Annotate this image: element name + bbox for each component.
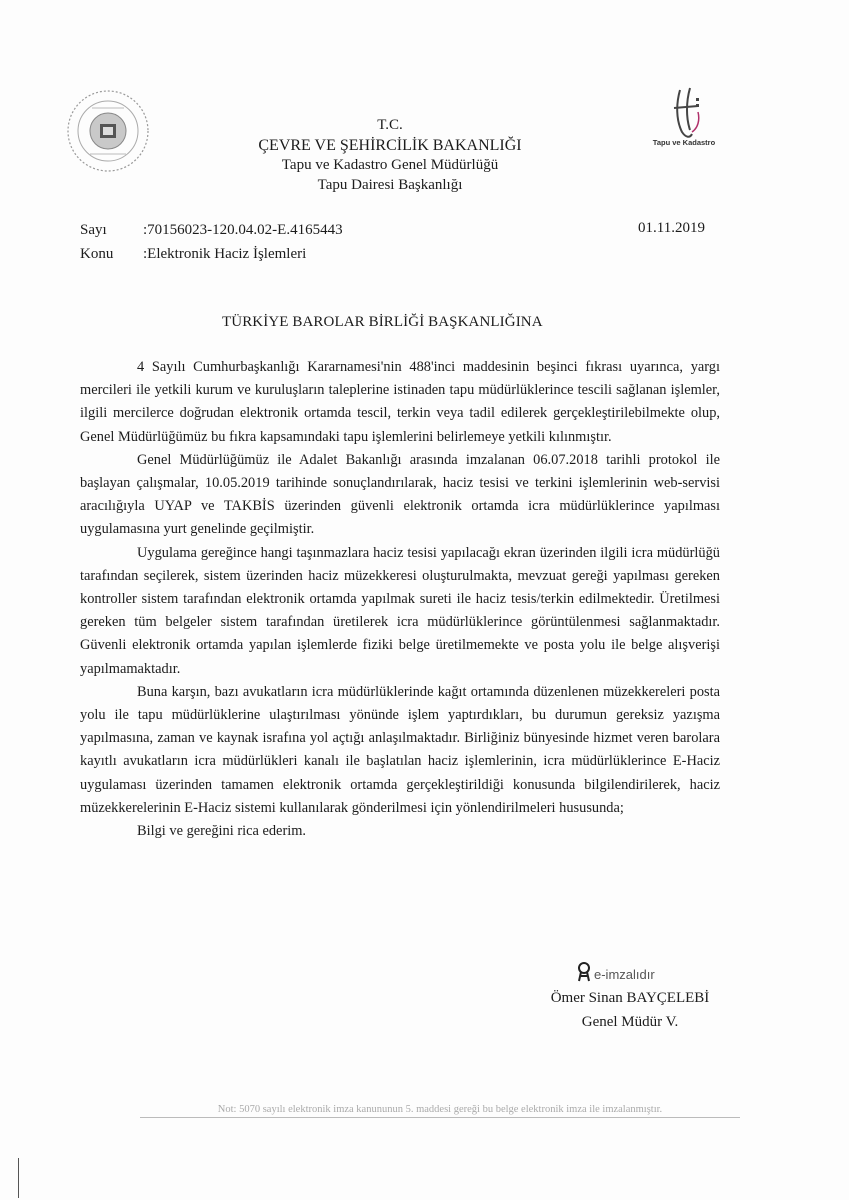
paragraph: Bilgi ve gereğini rica ederim. (137, 823, 307, 840)
ministry-seal-icon (62, 88, 154, 174)
paragraph: Genel Müdürlüğümüz ile Adalet Bakanlığı arasında imzalanan 06.07.2018 tarihli protokol ile başlayan çalışmalar, 10.05.2019 tarihinde sonuçlandırılarak, haciz tesisi ve terkini işlemlerinin web-servisi aracılığıyla UYAP ve TAKBİS üzerinden güvenli elektronik ortamda icra müdürlüklerince yapılması uygulamasına yurt genelinde geçilmiştir. (80, 451, 720, 538)
letter-body (80, 356, 720, 843)
e-signature-icon (576, 962, 592, 982)
paragraph: Uygulama gereğince hangi taşınmazlara haciz tesisi yapılacağı ekran üzerinden ilgili icra müdürlüğü tarafından seçilerek, sistem üzerinden haciz müzekkeresi oluşturulmakta, mevzuat gereği yapılması gereken kontroller sistem tarafından elektronik ortamda yapılmak sureti ile haciz tesis/terkin edilmektedir. Üretilmesi gereken tüm belgeler sistem tarafından üretilerek icra müdürlüklerince görüntülenmesi sağlanmaktadır. Güvenli elektronik ortamda yapılan işlemlerde fiziki belge üretilmemekte ve posta yolu ile belge alışverişi yapılmamaktadır. (80, 544, 720, 677)
paragraph: Buna karşın, bazı avukatların icra müdürlüklerinde kağıt ortamında düzenlenen müzekkereleri posta yolu ile tapu müdürlüklerine ulaştırılması yönünde işlem yaptırdıkları, bu durumun gereksiz yazışma yapılmasına, zaman ve kaynak israfına yol açtığı anlaşılmaktadır. Birliğiniz bünyesinde hizmet veren barolara kayıtlı avukatların icra müdürlükleri kanalı ile başlatılan haciz işlemlerinin, icra müdürlüklerince E-Haciz uygulaması üzerinden tamamen elektronik ortamda gerçekleştirildiği konusunda bilgilendirilerek, haciz müzekkerelerinin E-Haciz sistemi kullanılarak gönderilmesi için yönlendirilmeleri hususunda; (80, 683, 720, 816)
header-line-tc: T.C. (377, 117, 403, 133)
e-signature-note: e-imzalıdır (594, 967, 655, 982)
header-ministry: ÇEVRE VE ŞEHİRCİLİK BAKANLIĞI (258, 137, 522, 154)
logo-caption: Tapu ve Kadastro (652, 138, 716, 147)
sayi-label: Sayı (80, 222, 107, 238)
footer-note: Not: 5070 sayılı elektronik imza kanununun 5. maddesi gereği bu belge elektronik imza ile imzalanmıştır. (140, 1104, 740, 1118)
header-directorate: Tapu ve Kadastro Genel Müdürlüğü (281, 157, 499, 173)
signer-name: Ömer Sinan BAYÇELEBİ (550, 990, 710, 1006)
header-department: Tapu Dairesi Başkanlığı (317, 177, 463, 193)
paragraph: 4 Sayılı Cumhurbaşkanlığı Kararnamesi'nin 488'inci maddesinin beşinci fıkrası uyarınca, yargı mercileri ile yetkili kurum ve kuruluşların taleplerine istinaden tapu müdürlüklerince tescili sağlanan işlemler, ilgili mercilerce doğrudan elektronik ortamda tescil, terkin veya tadil edilerek gerçekleştirilebilmekte olup, Genel Müdürlüğümüz bu fıkra kapsamındaki tapu işlemlerini belirlemeye yetkili kılınmıştır. (80, 359, 720, 445)
scan-edge-line (18, 1158, 19, 1198)
konu-value: :Elektronik Haciz İşlemleri (143, 246, 307, 262)
konu-label: Konu (80, 246, 114, 262)
sayi-value: :70156023-120.04.02-E.4165443 (143, 222, 343, 238)
signer-title: Genel Müdür V. (581, 1014, 679, 1030)
addressee: TÜRKİYE BAROLAR BİRLİĞİ BAŞKANLIĞINA (222, 314, 543, 330)
document-date: 01.11.2019 (638, 220, 705, 236)
